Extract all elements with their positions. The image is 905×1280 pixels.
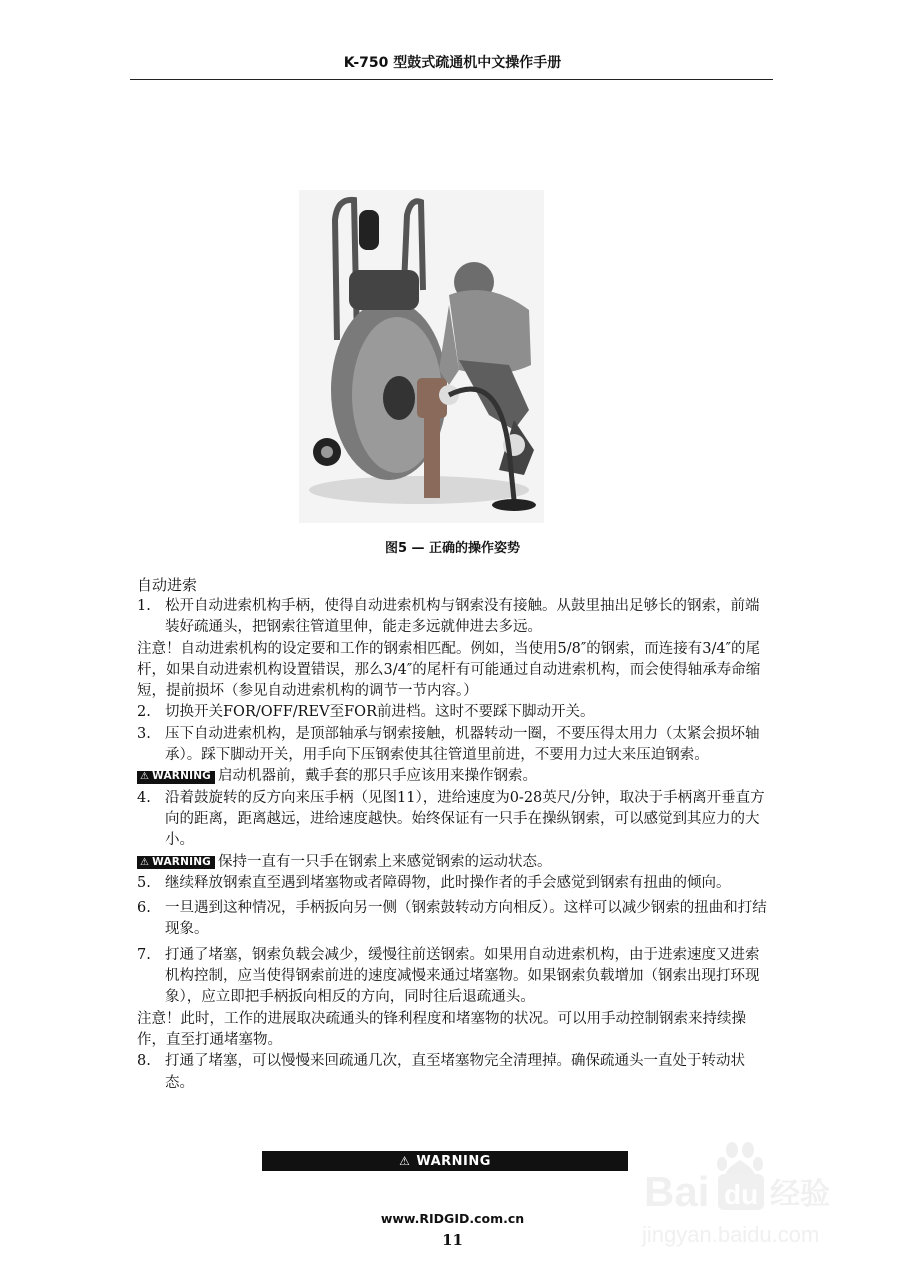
- item-number: 8.: [137, 1053, 151, 1070]
- item-number: 3.: [137, 725, 151, 742]
- warning-text: 启动机器前，戴手套的那只手应该用来操作钢索。: [218, 768, 537, 785]
- item-text: 打通了堵塞，可以慢慢来回疏通几次，直至堵塞物完全清理掉。确保疏通头一直处于转动状态。: [165, 1053, 745, 1091]
- figure-photo: [299, 190, 544, 523]
- list-item: [137, 945, 772, 1009]
- item-number: 2.: [137, 704, 151, 721]
- item-number: 7.: [137, 946, 151, 963]
- section-heading: 自动进索: [137, 576, 198, 594]
- figure-caption: 图5 — 正确的操作姿势: [384, 541, 521, 556]
- list-item: [137, 596, 772, 639]
- item-text: 打通了堵塞，钢索负载会减少，缓慢往前送钢索。如果用自动进索机构，由于进索速度又进索机构控制，应当使得钢索前进的速度减慢来通过堵塞物。如果钢索负载增加（钢索出现打环现象），应立即把手柄扳向相反的方向，同时往后退疏通头。: [165, 946, 760, 1006]
- warning-badge-label: WARNING: [152, 855, 211, 868]
- warning-banner-label: WARNING: [416, 1153, 491, 1169]
- header-divider: [130, 79, 773, 80]
- item-text: 压下自动进索机构，是顶部轴承与钢索接触，机器转动一圈，不要压得太用力（太紧会损坏轴承）。踩下脚动开关，用手向下压钢索使其往管道里前进，不要用力过大来压迫钢索。: [165, 725, 760, 764]
- item-number: 6.: [137, 900, 151, 917]
- instruction-list: [137, 596, 772, 1094]
- warning-text: 保持一直有一只手在钢索上来感觉钢索的运动状态。: [218, 853, 552, 870]
- page-number: 11: [442, 1231, 463, 1249]
- item-text: 松开自动进索机构手柄，使得自动进索机构与钢索没有接触。从鼓里抽出足够长的钢索，前端装好疏通头，把钢索往管道里伸，能走多远就伸进去多远。: [165, 598, 760, 636]
- item-text: 沿着鼓旋转的反方向来压手柄（见图11），进给速度为0-28英尺/分钟，取决于手柄离开垂直方向的距离，距离越远，进给速度越快。始终保证有一只手在操纵钢索，可以感觉到其应力的大小。: [165, 789, 765, 849]
- baidu-watermark-logo: [640, 1142, 880, 1252]
- svg-text:jingyan.baidu.com: jingyan.baidu.com: [642, 1222, 820, 1247]
- item-number: 5.: [137, 874, 151, 891]
- svg-text:Bai: Bai: [644, 1168, 710, 1215]
- item-text: 继续释放钢索直至遇到堵塞物或者障碍物，此时操作者的手会感觉到钢索有扭曲的倾向。: [165, 874, 731, 891]
- list-item: [137, 1051, 772, 1094]
- item-number: 4.: [137, 789, 151, 806]
- svg-text:经验: 经验: [770, 1177, 830, 1212]
- warning-badge: [137, 771, 215, 784]
- warning-badge-label: WARNING: [152, 770, 211, 783]
- warning-line: [137, 766, 772, 787]
- warning-triangle-icon: ⚠: [140, 771, 150, 783]
- item-text: 切换开关FOR/OFF/REV至FOR前进档。这时不要踩下脚动开关。: [165, 704, 595, 721]
- list-item: [137, 873, 772, 894]
- warning-triangle-icon: ⚠: [399, 1154, 411, 1168]
- svg-text:du: du: [724, 1179, 759, 1210]
- warning-banner: [262, 1151, 628, 1171]
- footer-url: www.RIDGID.com.cn: [380, 1211, 525, 1226]
- page-header-title: K-750 型鼓式疏通机中文操作手册: [343, 55, 562, 71]
- warning-badge: [137, 856, 215, 869]
- warning-line: [137, 852, 772, 873]
- warning-triangle-icon: ⚠: [140, 856, 150, 868]
- item-text: 一旦遇到这种情况，手柄扳向另一侧（钢索鼓转动方向相反）。这样可以减少钢索的扭曲和打结现象。: [165, 900, 767, 938]
- note-paragraph: 注意！此时，工作的进展取决疏通头的锋利程度和堵塞物的状况。可以用手动控制钢索来持续操作，直至打通堵塞物。: [137, 1010, 746, 1048]
- list-item: [137, 702, 772, 723]
- list-item: [137, 788, 772, 852]
- note-paragraph: 注意！自动进索机构的设定要和工作的钢索相匹配。例如，当使用5/8″的钢索，而连接有3/4″的尾杆，如果自动进索机构设置错误，那么3/4″的尾杆有可能通过自动进索机构，而会使得轴承寿命缩短，提前损坏（参见自动进索机构的调节一节内容。）: [137, 640, 761, 700]
- item-number: 1.: [137, 598, 151, 614]
- list-item: [137, 724, 772, 767]
- list-item: [137, 898, 772, 941]
